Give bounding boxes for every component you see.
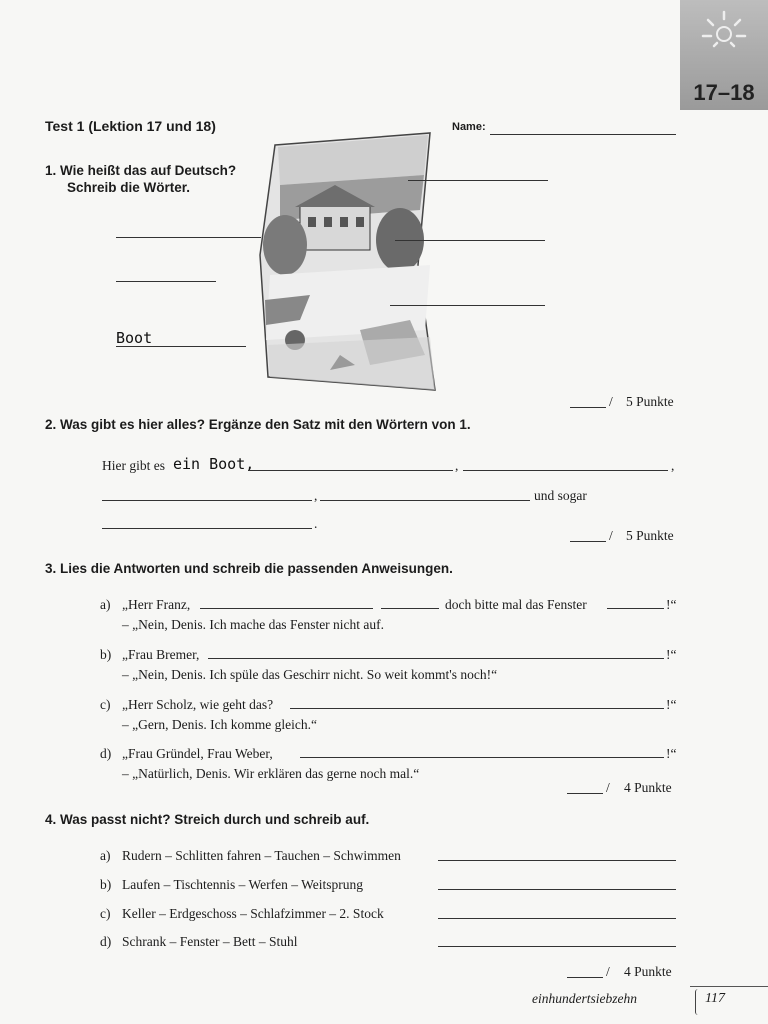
sentence-line-3[interactable]	[102, 500, 312, 501]
page-number: 117	[705, 991, 725, 1006]
score-slash-4: /	[606, 964, 610, 979]
footer-rule	[690, 986, 768, 987]
test-title: Test 1 (Lektion 17 und 18)	[45, 118, 216, 134]
answer-3d[interactable]	[300, 757, 664, 758]
item-3c-question: „Herr Scholz, wie geht das?	[122, 697, 274, 712]
chapter-badge	[680, 0, 768, 110]
example-word: Boot	[116, 329, 153, 347]
score-line-1[interactable]	[570, 407, 606, 408]
section1-title: 1. Wie heißt das auf Deutsch?	[45, 163, 237, 178]
comma-1: ,	[455, 458, 459, 473]
footer-bracket	[695, 989, 698, 1015]
item-3a-letter: a)	[100, 597, 111, 612]
answer-3a-3[interactable]	[607, 608, 664, 609]
item-4a-letter: a)	[100, 848, 111, 863]
section2-example: ein Boot,	[173, 455, 255, 473]
item-3a-mid: doch bitte mal das Fenster	[445, 597, 587, 612]
item-3b-end: !“	[666, 647, 677, 662]
item-3b-question: „Frau Bremer,	[122, 647, 200, 662]
comma-2: ,	[671, 458, 675, 473]
item-3c-end: !“	[666, 697, 677, 712]
points-2: 5 Punkte	[626, 528, 674, 543]
word-line-4[interactable]	[395, 240, 545, 241]
item-3d-question: „Frau Gründel, Frau Weber,	[122, 746, 273, 761]
item-3b-letter: b)	[100, 647, 112, 662]
section2-title: 2. Was gibt es hier alles? Ergänze den Satz mit den Wörtern von 1.	[45, 417, 471, 432]
answer-3a-2[interactable]	[381, 608, 439, 609]
score-slash-3: /	[606, 780, 610, 795]
word-line-5[interactable]	[390, 305, 545, 306]
item-3d-end: !“	[666, 746, 677, 761]
word-line-3[interactable]	[408, 180, 548, 181]
sentence-line-4[interactable]	[320, 500, 530, 501]
item-4b-letter: b)	[100, 877, 112, 892]
name-input-line[interactable]	[490, 134, 676, 135]
comma-3: ,	[314, 488, 318, 503]
sentence-line-5[interactable]	[102, 528, 312, 529]
item-3a-end: !“	[666, 597, 677, 612]
sentence-line-1[interactable]	[248, 470, 453, 471]
item-3d-letter: d)	[100, 746, 112, 761]
score-slash-1: /	[609, 394, 613, 409]
und-sogar: und sogar	[534, 488, 587, 503]
item-4c-text[interactable]: Keller – Erdgeschoss – Schlafzimmer – 2. Stock	[122, 906, 384, 921]
period: .	[314, 516, 318, 531]
score-line-3[interactable]	[567, 793, 603, 794]
answer-4d[interactable]	[438, 946, 676, 947]
village-illustration	[240, 115, 440, 400]
points-1: 5 Punkte	[626, 394, 674, 409]
item-4c-letter: c)	[100, 906, 111, 921]
answer-4b[interactable]	[438, 889, 676, 890]
score-line-2[interactable]	[570, 541, 606, 542]
item-4b-text[interactable]: Laufen – Tischtennis – Werfen – Weitsprung	[122, 877, 364, 892]
item-4d-text[interactable]: Schrank – Fenster – Bett – Stuhl	[122, 934, 298, 949]
sun-icon	[700, 8, 748, 52]
section2-prefix: Hier gibt es	[102, 458, 165, 473]
points-3: 4 Punkte	[624, 780, 672, 795]
page-word: einhundertsiebzehn	[532, 991, 637, 1006]
item-3a-question: „Herr Franz,	[122, 597, 191, 612]
answer-3c[interactable]	[290, 708, 664, 709]
word-line-2[interactable]	[116, 281, 216, 282]
section4-title: 4. Was passt nicht? Streich durch und schreib auf.	[45, 812, 370, 827]
answer-3a-1[interactable]	[200, 608, 373, 609]
item-4a-text[interactable]: Rudern – Schlitten fahren – Tauchen – Schwimmen	[122, 848, 401, 863]
item-3d-answer: – „Natürlich, Denis. Wir erklären das gerne noch mal.“	[122, 766, 420, 781]
name-label: Name:	[452, 121, 486, 133]
item-3c-answer: – „Gern, Denis. Ich komme gleich.“	[122, 717, 317, 732]
score-line-4[interactable]	[567, 977, 603, 978]
word-line-1[interactable]	[116, 237, 261, 238]
chapter-label: 17–18	[693, 80, 755, 105]
score-slash-2: /	[609, 528, 613, 543]
answer-4c[interactable]	[438, 918, 676, 919]
section1-subtitle: Schreib die Wörter.	[67, 180, 191, 195]
item-3b-answer: – „Nein, Denis. Ich spüle das Geschirr nicht. So weit kommt's noch!“	[122, 667, 498, 682]
section3-title: 3. Lies die Antworten und schreib die passenden Anweisungen.	[45, 561, 453, 576]
answer-3b[interactable]	[208, 658, 664, 659]
item-3a-answer: – „Nein, Denis. Ich mache das Fenster nicht auf.	[122, 617, 385, 632]
points-4: 4 Punkte	[624, 964, 672, 979]
item-3c-letter: c)	[100, 697, 111, 712]
item-4d-letter: d)	[100, 934, 112, 949]
sentence-line-2[interactable]	[463, 470, 668, 471]
answer-4a[interactable]	[438, 860, 676, 861]
